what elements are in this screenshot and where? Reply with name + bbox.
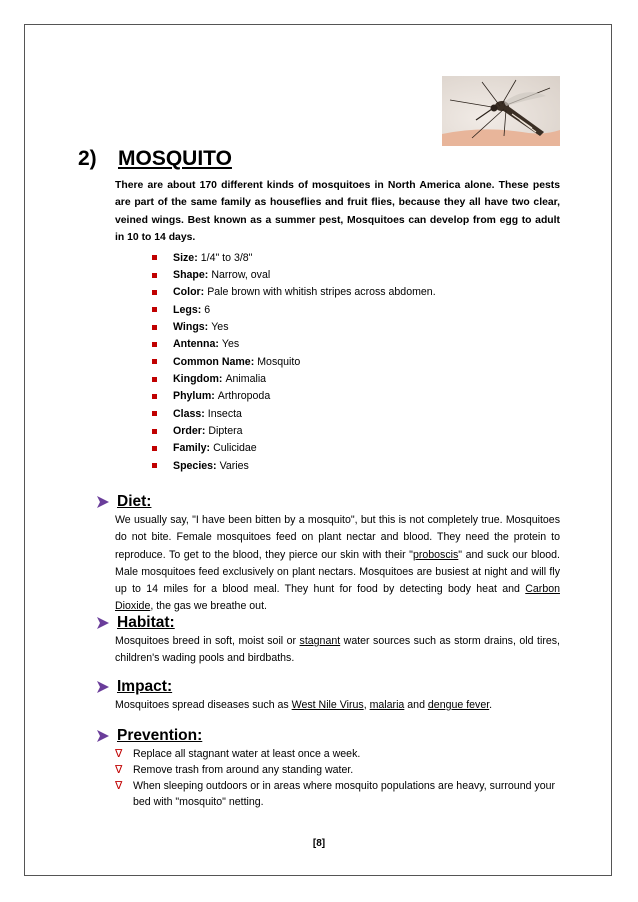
spec-item <box>152 353 532 370</box>
spec-label: Family: <box>173 442 211 455</box>
prevention-text: Remove trash from around any standing water. <box>133 764 354 776</box>
spec-item <box>152 405 532 422</box>
spec-item <box>152 301 532 318</box>
spec-item <box>152 370 532 387</box>
arrow-bullet-icon <box>96 495 110 509</box>
dengue-fever-link[interactable]: dengue fever <box>427 699 490 711</box>
square-bullet-icon <box>152 377 157 382</box>
spec-item <box>152 440 532 457</box>
prevention-list <box>115 746 560 810</box>
diet-section <box>96 492 560 616</box>
habitat-heading: Habitat: <box>117 614 175 631</box>
arrow-bullet-icon <box>96 729 110 743</box>
spec-value: 6 <box>204 303 211 316</box>
impact-heading: Impact: <box>117 678 173 695</box>
prevention-item <box>115 778 560 810</box>
spec-label: Species: <box>173 459 217 472</box>
intro-paragraph: There are about 170 different kinds of mosquitoes in North America alone. These pests are part of the same family as houseflies and fruit flies, because they all have two clear, veined wings. Best known as a summer pest, Mosquitoes can develop from egg to adult in 10 to 14 days. <box>115 180 560 243</box>
mosquito-photo <box>442 76 560 146</box>
spec-item <box>152 388 532 405</box>
malaria-link[interactable]: malaria <box>369 699 405 711</box>
spec-list <box>152 249 532 474</box>
spec-item <box>152 266 532 283</box>
spec-label: Class: <box>173 407 205 420</box>
diet-text: We usually say, "I have been bitten by a mosquito", but this is not completely true. Mosquitoes do not bite. Female mosquitoes feed on plant nectar and blood. They need the protein to reproduce. To get to the blood, they pierce our skin with their "proboscis" and suck our blood. Male mosquitoes feed exclusively on plant nectars. Mosquitoes are busiest at night and will fly up to 14 miles for a blood meal. They hunt for food by detecting body heat and Carbon Dioxide, the gas we breathe out. <box>115 514 560 613</box>
spec-value: Mosquito <box>257 355 301 368</box>
square-bullet-icon <box>152 429 157 434</box>
arrow-bullet-icon <box>96 616 110 630</box>
spec-label: Kingdom: <box>173 373 223 386</box>
prevention-item <box>115 746 560 762</box>
spec-value: Varies <box>219 459 249 472</box>
section-heading <box>78 147 232 171</box>
spec-label: Antenna: <box>173 338 219 351</box>
square-bullet-icon <box>152 255 157 260</box>
spec-value: Animalia <box>225 373 267 386</box>
spec-label: Phylum: <box>173 390 215 403</box>
arrow-bullet-icon <box>96 680 110 694</box>
section-number: 2) <box>78 147 97 170</box>
square-bullet-icon <box>152 394 157 399</box>
proboscis-link[interactable]: proboscis <box>412 548 459 561</box>
spec-value: Arthropoda <box>217 390 271 403</box>
spec-item <box>152 457 532 474</box>
impact-section <box>96 677 560 714</box>
square-bullet-icon <box>152 342 157 347</box>
west-nile-virus-link[interactable]: West Nile Virus <box>291 699 364 711</box>
square-bullet-icon <box>152 307 157 312</box>
page-number: [8] <box>312 838 326 849</box>
spec-label: Order: <box>173 425 206 438</box>
spec-label: Wings: <box>173 321 209 334</box>
habitat-section <box>96 613 560 668</box>
prevention-item <box>115 762 560 778</box>
spec-value: 1/4" to 3/8" <box>200 251 253 264</box>
prevention-heading: Prevention: <box>117 727 203 744</box>
page-title: MOSQUITO <box>118 147 232 170</box>
spec-label: Color: <box>173 286 205 299</box>
prevention-text: When sleeping outdoors or in areas where mosquito populations are heavy, surround your bed with "mosquito" netting. <box>133 780 556 808</box>
nabla-bullet-icon: ∇ <box>115 764 123 776</box>
spec-value: Insecta <box>207 407 242 420</box>
spec-value: Narrow, oval <box>211 269 271 282</box>
nabla-bullet-icon: ∇ <box>115 748 123 760</box>
spec-label: Size: <box>173 251 198 264</box>
spec-value: Culicidae <box>213 442 257 455</box>
spec-item <box>152 249 532 266</box>
square-bullet-icon <box>152 359 157 364</box>
square-bullet-icon <box>152 463 157 468</box>
spec-item <box>152 422 532 439</box>
spec-value: Yes <box>211 321 229 334</box>
stagnant-link[interactable]: stagnant <box>299 635 341 647</box>
spec-item <box>152 284 532 301</box>
prevention-text: Replace all stagnant water at least once a week. <box>133 748 361 760</box>
spec-label: Shape: <box>173 269 209 282</box>
diet-heading: Diet: <box>117 493 152 510</box>
nabla-bullet-icon: ∇ <box>115 780 123 792</box>
impact-text: Mosquitoes spread diseases such as West Nile Virus, malaria and dengue fever. <box>115 699 493 711</box>
spec-value: Yes <box>221 338 240 351</box>
spec-label: Legs: <box>173 303 202 316</box>
spec-value: Pale brown with whitish stripes across abdomen. <box>207 286 436 299</box>
spec-item <box>152 318 532 335</box>
carbon-dioxide-link[interactable]: Carbon Dioxide <box>115 583 560 613</box>
square-bullet-icon <box>152 446 157 451</box>
square-bullet-icon <box>152 290 157 295</box>
habitat-text: Mosquitoes breed in soft, moist soil or stagnant water sources such as storm drains, old tires, children's wading pools and birdbaths. <box>115 635 560 665</box>
spec-value: Diptera <box>208 425 243 438</box>
square-bullet-icon <box>152 325 157 330</box>
prevention-section <box>96 726 560 810</box>
spec-item <box>152 336 532 353</box>
square-bullet-icon <box>152 273 157 278</box>
spec-label: Common Name: <box>173 355 255 368</box>
square-bullet-icon <box>152 411 157 416</box>
